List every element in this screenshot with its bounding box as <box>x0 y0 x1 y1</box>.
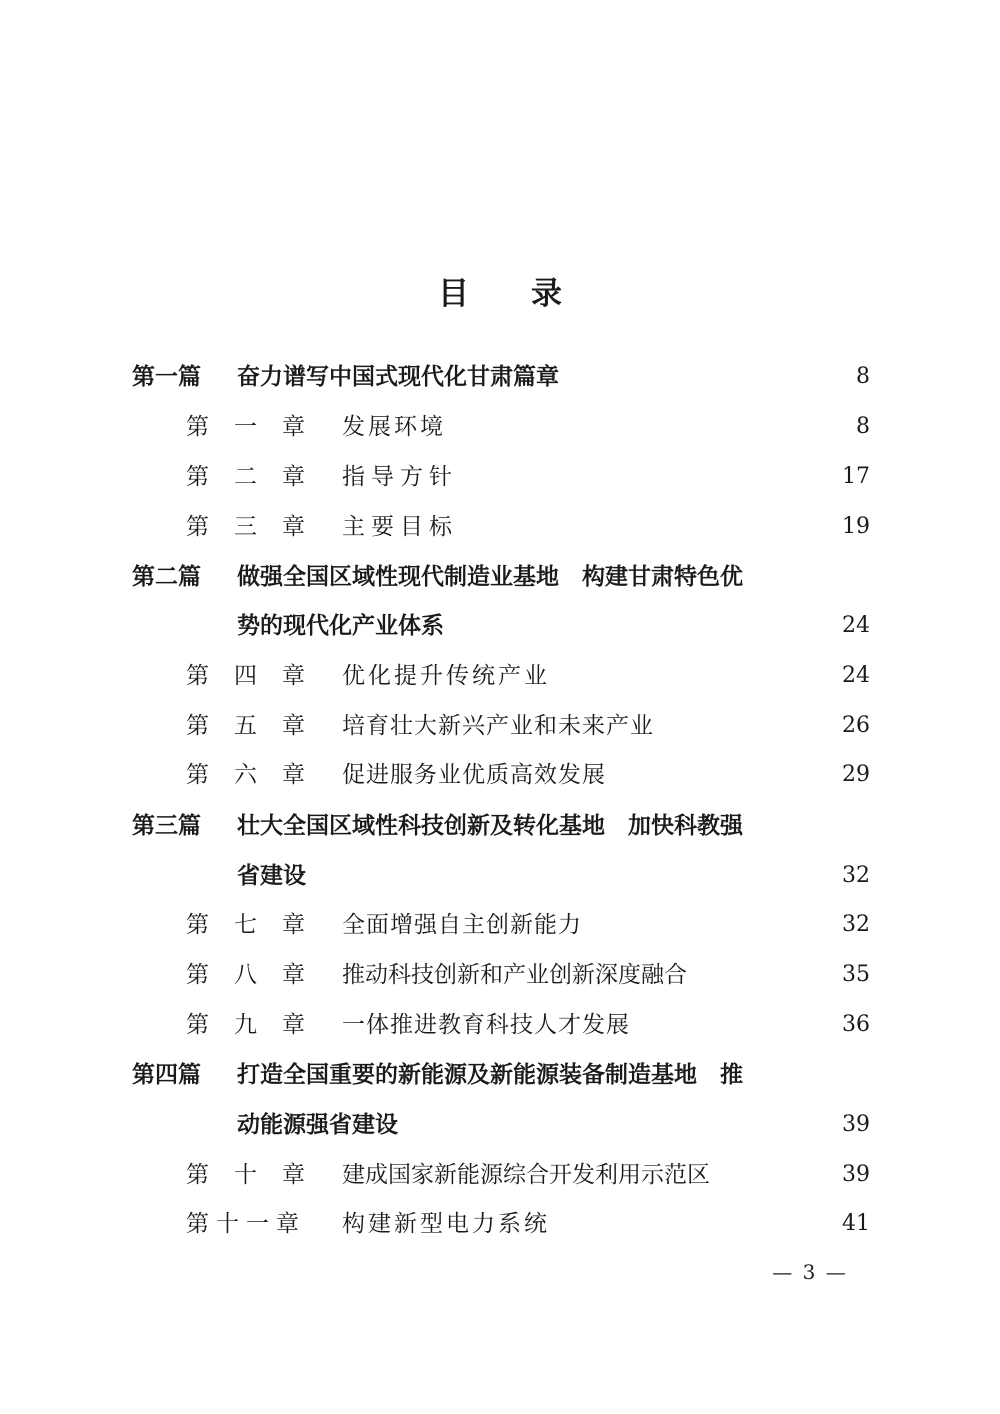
leader-dots <box>588 905 832 945</box>
leader-dots <box>464 507 832 547</box>
chapter-10-page: 39 <box>842 1162 870 1187</box>
leader-dots <box>404 1105 832 1145</box>
chapter-1-label: 第 一 章 <box>186 414 306 440</box>
chapter-1-title: 发展环境 <box>342 414 446 440</box>
chapter-5-title: 培育壮大新兴产业和未来产业 <box>342 713 654 739</box>
toc-part-2[interactable] <box>132 557 870 597</box>
part-4-page: 39 <box>842 1112 870 1137</box>
toc-chapter-5[interactable] <box>186 706 870 746</box>
toc-part-1[interactable] <box>132 357 870 397</box>
part-4-label: 第四篇 <box>132 1062 201 1088</box>
page-number: — 3 — <box>772 1260 848 1284</box>
toc-part-4[interactable] <box>132 1055 870 1095</box>
title-char-2: 录 <box>531 276 562 312</box>
chapter-1-page: 8 <box>856 414 870 439</box>
chapter-7-title: 全面增强自主创新能力 <box>342 912 582 938</box>
leader-dots <box>450 606 832 646</box>
toc-chapter-7[interactable] <box>186 905 870 945</box>
chapter-8-title: 推动科技创新和产业创新深度融合 <box>342 962 687 988</box>
leader-dots <box>636 1005 832 1045</box>
chapter-7-label: 第 七 章 <box>186 912 306 938</box>
chapter-2-page: 17 <box>842 464 870 489</box>
toc-chapter-2[interactable] <box>186 457 870 497</box>
toc-chapter-4[interactable] <box>186 656 870 696</box>
chapter-4-label: 第 四 章 <box>186 663 306 689</box>
toc-part-2-cont[interactable] <box>237 606 870 646</box>
chapter-6-label: 第 六 章 <box>186 762 306 788</box>
leader-dots <box>716 1155 832 1195</box>
leader-dots <box>464 457 832 497</box>
chapter-6-title: 促进服务业优质高效发展 <box>342 762 606 788</box>
toc-chapter-8[interactable] <box>186 955 870 995</box>
toc-part-3[interactable] <box>132 806 870 846</box>
part-4-title-cont: 动能源强省建设 <box>237 1112 398 1138</box>
leader-dots <box>556 656 832 696</box>
part-1-page: 8 <box>856 364 870 389</box>
title-char-1: 目 <box>438 276 469 312</box>
chapter-11-page: 41 <box>842 1211 870 1236</box>
chapter-5-label: 第 五 章 <box>186 713 306 739</box>
leader-dots <box>565 357 846 397</box>
part-3-page: 32 <box>842 863 870 888</box>
chapter-4-page: 24 <box>842 663 870 688</box>
toc-chapter-1[interactable] <box>186 407 870 447</box>
part-3-title: 壮大全国区域性科技创新及转化基地 加快科教强 <box>237 813 743 839</box>
chapter-8-page: 35 <box>842 962 870 987</box>
leader-dots <box>693 955 832 995</box>
leader-dots <box>612 755 832 795</box>
chapter-6-page: 29 <box>842 762 870 787</box>
chapter-5-page: 26 <box>842 713 870 738</box>
part-2-title-cont: 势的现代化产业体系 <box>237 613 444 639</box>
chapter-10-title: 建成国家新能源综合开发利用示范区 <box>342 1162 710 1188</box>
chapter-2-title: 指导方针 <box>342 464 458 490</box>
chapter-4-title: 优化提升传统产业 <box>342 663 550 689</box>
toc-chapter-9[interactable] <box>186 1005 870 1045</box>
chapter-3-title: 主要目标 <box>342 514 458 540</box>
part-4-title: 打造全国重要的新能源及新能源装备制造基地 推 <box>237 1062 743 1088</box>
leader-dots <box>452 407 846 447</box>
leader-dots <box>556 1204 832 1244</box>
chapter-9-page: 36 <box>842 1012 870 1037</box>
chapter-11-title: 构建新型电力系统 <box>342 1211 550 1237</box>
part-3-label: 第三篇 <box>132 813 201 839</box>
chapter-9-label: 第 九 章 <box>186 1012 306 1038</box>
part-2-page: 24 <box>842 613 870 638</box>
chapter-10-label: 第 十 章 <box>186 1162 306 1188</box>
toc-part-3-cont[interactable] <box>237 856 870 896</box>
toc-part-4-cont[interactable] <box>237 1105 870 1145</box>
chapter-11-label: 第十一章 <box>186 1211 306 1237</box>
part-2-title: 做强全国区域性现代制造业基地 构建甘肃特色优 <box>237 564 743 590</box>
chapter-7-page: 32 <box>842 912 870 937</box>
leader-dots <box>312 856 832 896</box>
toc-title <box>0 268 1000 313</box>
toc-chapter-6[interactable] <box>186 755 870 795</box>
part-3-title-cont: 省建设 <box>237 863 306 889</box>
toc-chapter-11[interactable] <box>186 1204 870 1244</box>
toc-chapter-3[interactable] <box>186 507 870 547</box>
chapter-3-page: 19 <box>842 514 870 539</box>
toc-chapter-10[interactable] <box>186 1155 870 1195</box>
chapter-9-title: 一体推进教育科技人才发展 <box>342 1012 630 1038</box>
part-1-title: 奋力谱写中国式现代化甘肃篇章 <box>237 364 559 390</box>
leader-dots <box>660 706 832 746</box>
part-1-label: 第一篇 <box>132 364 201 390</box>
chapter-8-label: 第 八 章 <box>186 962 306 988</box>
chapter-2-label: 第 二 章 <box>186 464 306 490</box>
part-2-label: 第二篇 <box>132 564 201 590</box>
chapter-3-label: 第 三 章 <box>186 514 306 540</box>
